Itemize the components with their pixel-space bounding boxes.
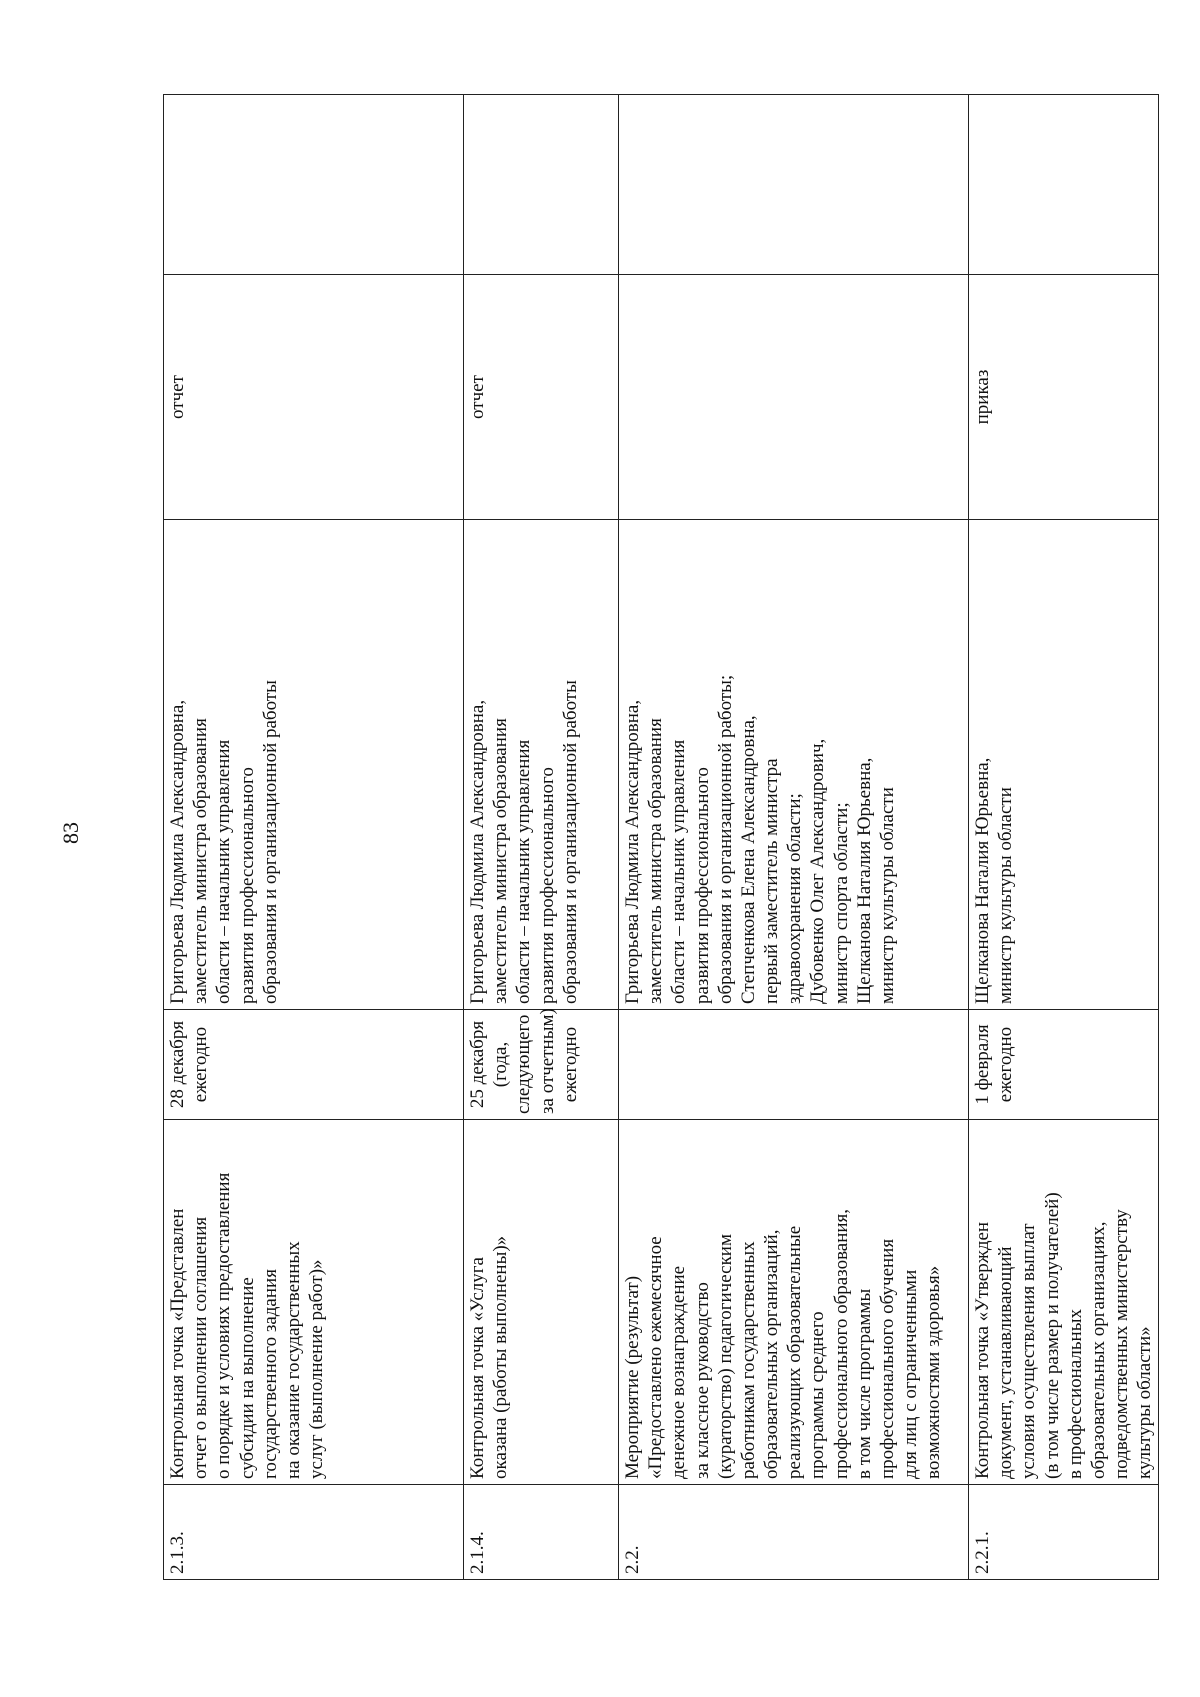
responsible-line: образования и организационной работы: [559, 680, 581, 1004]
task-name-line: Контрольная точка «Представлен: [167, 1208, 188, 1479]
responsible-line: министр культуры области: [876, 787, 898, 1004]
responsible-line: развития профессионального: [536, 767, 558, 1004]
responsible-line: Щелканова Наталия Юрьевна,: [853, 757, 875, 1004]
table-row: [464, 95, 619, 1580]
responsible-line: Дубовенко Олег Александрович,: [807, 738, 829, 1004]
task-name-line: профессионального обучения: [876, 1238, 898, 1479]
task-name-line: работникам государственных: [737, 1241, 759, 1479]
task-name-line: оказана (работы выполнены)»: [490, 1235, 512, 1479]
task-name-cell: [619, 1120, 969, 1485]
row-number-cell: [969, 1485, 1159, 1580]
task-name-line: «Предоставлено ежемесячное: [645, 1236, 667, 1479]
responsible-line: заместитель министра образования: [190, 718, 212, 1004]
responsible-line: области – начальник управления: [513, 739, 535, 1004]
task-name-line: в том числе программы: [853, 1288, 875, 1479]
table-body: [164, 95, 1159, 1580]
row-number: 2.1.4.: [467, 1531, 488, 1574]
deadline-line: ежегодно: [995, 1026, 1017, 1103]
task-name-line: субсидии на выполнение: [236, 1277, 258, 1479]
table-row: [619, 95, 969, 1580]
task-name-line: реализующих образовательные: [784, 1225, 806, 1479]
task-name-line: программы среднего: [807, 1311, 829, 1479]
responsible-line: области – начальник управления: [213, 739, 235, 1004]
task-name-line: документ, устанавливающий: [995, 1246, 1017, 1479]
responsible-line: Григорьева Людмила Александровна,: [622, 699, 643, 1004]
responsible-line: здравоохранения области;: [784, 793, 806, 1004]
task-name-line: для лиц с ограниченными: [900, 1269, 922, 1479]
task-name-line: Мероприятие (результат): [622, 1275, 643, 1479]
task-name-cell: [969, 1120, 1159, 1485]
responsible-line: Григорьева Людмила Александровна,: [467, 699, 488, 1004]
deadline-cell: [164, 1010, 464, 1120]
responsible-line: министр культуры области: [995, 787, 1017, 1004]
deadline-line: (года,: [490, 1041, 512, 1088]
rotated-page-content: [163, 95, 1156, 1580]
row-number-cell: [619, 1485, 969, 1580]
deadline-line: ежегодно: [190, 1026, 212, 1103]
document-type-cell: [164, 275, 464, 520]
task-name-line: о порядке и условиях предоставления: [213, 1172, 235, 1479]
deadline-line: 28 декабря: [167, 1020, 188, 1109]
responsible-cell: [464, 520, 619, 1010]
task-name-line: культуры области»: [1134, 1326, 1156, 1479]
responsible-line: образования и организационной работы: [259, 680, 281, 1004]
task-name-line: на оказание государственных: [282, 1241, 304, 1479]
responsible-cell: [619, 520, 969, 1010]
task-name-line: государственного задания: [259, 1269, 281, 1479]
responsible-line: Щелканова Наталия Юрьевна,: [972, 757, 993, 1004]
responsible-cell: [969, 520, 1159, 1010]
responsible-line: развития профессионального: [236, 767, 258, 1004]
responsible-line: Григорьева Людмила Александровна,: [167, 699, 188, 1004]
extra-cell: [164, 95, 464, 275]
deadline-cell: [619, 1010, 969, 1120]
document-type: отчет: [467, 375, 488, 419]
task-name-line: Контрольная точка «Утвержден: [972, 1221, 993, 1479]
task-name-line: подведомственных министерству: [1111, 1209, 1133, 1479]
row-number: 2.2.: [622, 1545, 643, 1574]
task-name-line: за классное руководство: [691, 1282, 713, 1479]
table-row: [969, 95, 1159, 1580]
task-name-line: услуг (выполнение работ)»: [306, 1259, 328, 1479]
task-name-line: возможностями здоровья»: [923, 1265, 945, 1479]
task-name-line: отчет о выполнении соглашения: [190, 1216, 212, 1479]
table-row: [164, 95, 464, 1580]
row-number-cell: [464, 1485, 619, 1580]
responsible-line: заместитель министра образования: [645, 718, 667, 1004]
responsible-line: образования и организационной работы;: [714, 674, 736, 1004]
row-number: 2.2.1.: [972, 1531, 993, 1574]
document-type-cell: [969, 275, 1159, 520]
task-name-cell: [464, 1120, 619, 1485]
document-type: приказ: [972, 369, 993, 425]
task-name-line: Контрольная точка «Услуга: [467, 1257, 488, 1479]
task-name-line: образовательных организаций,: [761, 1229, 783, 1479]
deadline-line: за отчетным): [536, 1008, 558, 1114]
task-name-line: профессионального образования,: [830, 1208, 852, 1479]
task-name-cell: [164, 1120, 464, 1485]
deadline-line: 25 декабря: [467, 1020, 488, 1109]
responsible-line: области – начальник управления: [668, 739, 690, 1004]
task-name-line: (в том числе размер и получателей): [1041, 1192, 1063, 1479]
deadline-line: следующего: [513, 1014, 535, 1114]
deadline-cell: [969, 1010, 1159, 1120]
extra-cell: [619, 95, 969, 275]
responsible-line: министр спорта области;: [830, 802, 852, 1004]
task-name-line: денежное вознаграждение: [668, 1265, 690, 1479]
responsible-line: заместитель министра образования: [490, 718, 512, 1004]
extra-cell: [969, 95, 1159, 275]
deadline-line: ежегодно: [559, 1026, 581, 1103]
extra-cell: [464, 95, 619, 275]
task-name-line: условия осуществления выплат: [1018, 1223, 1040, 1479]
page-number: 83: [58, 822, 83, 844]
row-number: 2.1.3.: [167, 1531, 188, 1574]
deadline-cell: [464, 1010, 619, 1120]
responsible-line: Степченкова Елена Александровна,: [737, 715, 759, 1004]
document-type-cell: [464, 275, 619, 520]
plan-table: [163, 94, 1159, 1580]
responsible-line: первый заместитель министра: [761, 758, 783, 1004]
responsible-cell: [164, 520, 464, 1010]
responsible-line: развития профессионального: [691, 767, 713, 1004]
task-name-line: образовательных организациях,: [1087, 1221, 1109, 1479]
document-type-cell: [619, 275, 969, 520]
task-name-line: (кураторство) педагогическим: [714, 1234, 736, 1479]
task-name-line: в профессиональных: [1064, 1309, 1086, 1479]
deadline-line: 1 февраля: [972, 1024, 993, 1105]
document-type: отчет: [167, 375, 188, 419]
row-number-cell: [164, 1485, 464, 1580]
